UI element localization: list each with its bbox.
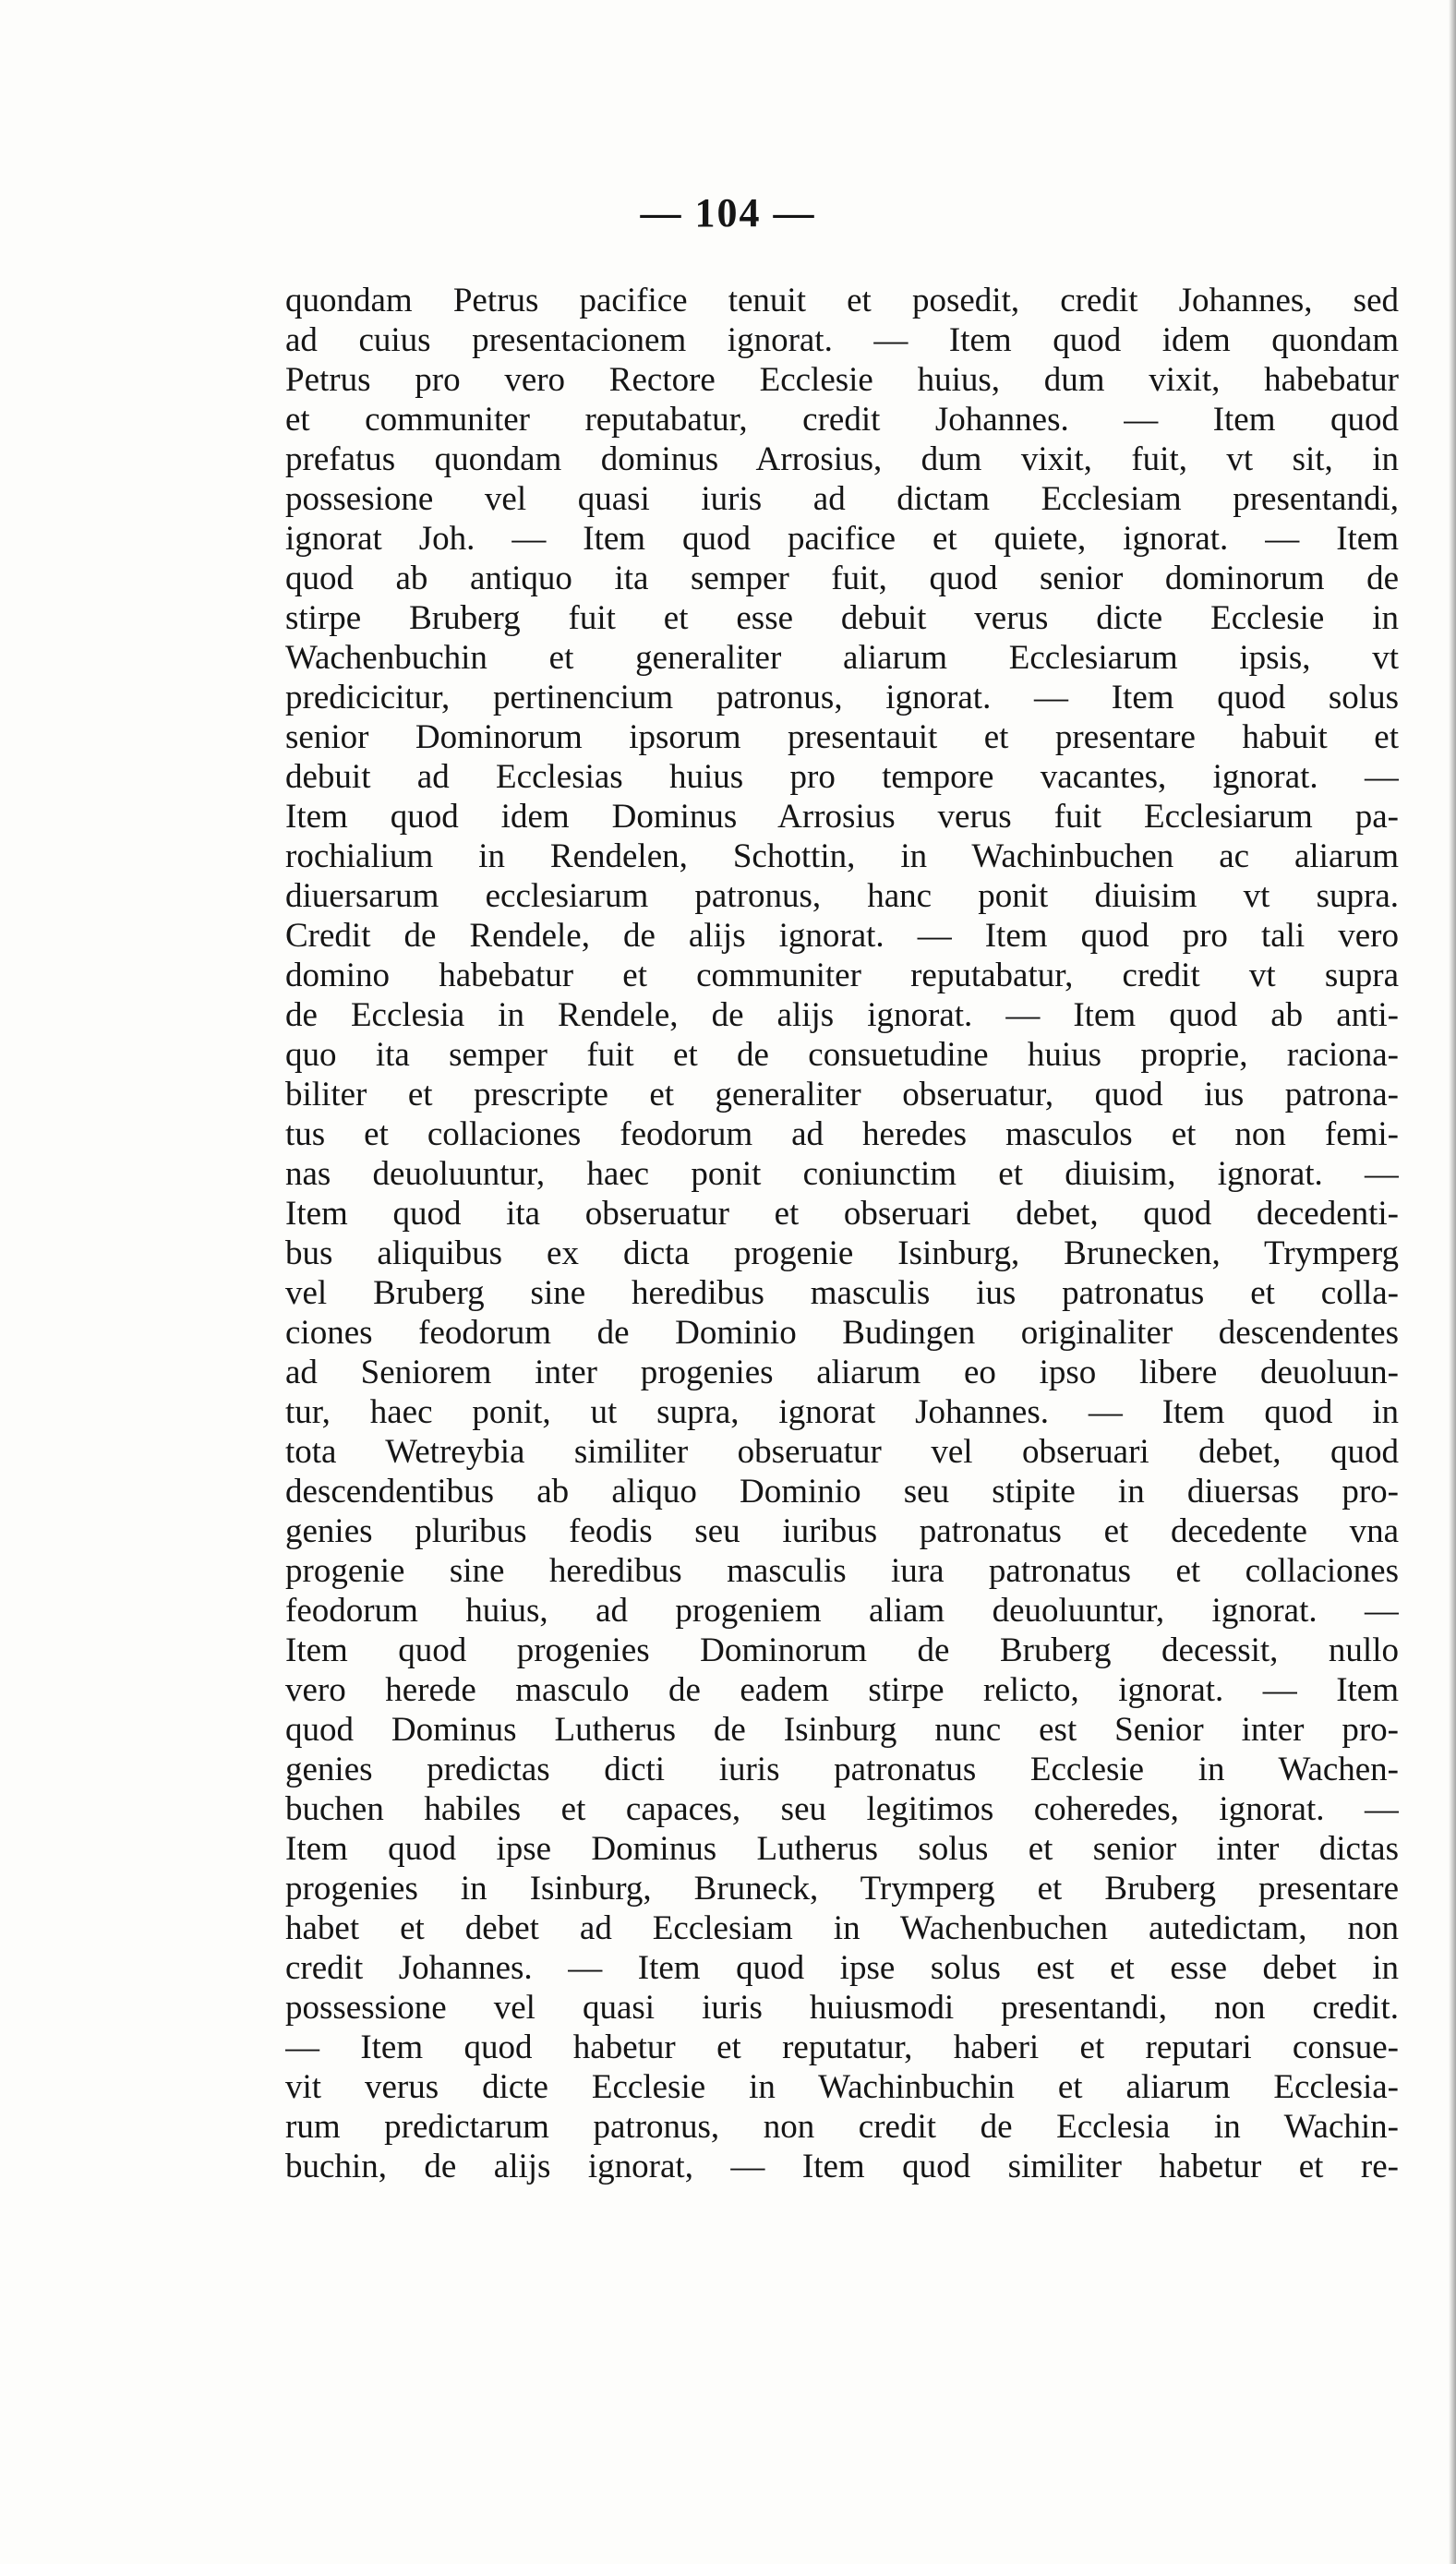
text-line: Credit de Rendele, de alijs ignorat. — Item quod pro tali vero (285, 917, 1399, 955)
text-line: tur, haec ponit, ut supra, ignorat Johannes. — Item quod in (285, 1393, 1399, 1431)
text-line: prefatus quondam dominus Arrosius, dum vixit, fuit, vt sit, in (285, 440, 1399, 478)
text-line: possessione vel quasi iuris huiusmodi presentandi, non credit. (285, 1989, 1399, 2027)
page-number: — 104 — (640, 190, 816, 235)
text-line: habet et debet ad Ecclesiam in Wachenbuchen autedictam, non (285, 1909, 1399, 1947)
text-line: et communiter reputabatur, credit Johannes. — Item quod (285, 401, 1399, 439)
text-line: tota Wetreybia similiter obseruatur vel obseruari debet, quod (285, 1433, 1399, 1471)
text-line: Petrus pro vero Rectore Ecclesie huius, dum vixit, habebatur (285, 361, 1399, 399)
text-line: vit verus dicte Ecclesie in Wachinbuchin et aliarum Ecclesia- (285, 2068, 1399, 2106)
text-line: nas deuoluuntur, haec ponit coniunctim et diuisim, ignorat. — (285, 1155, 1399, 1193)
text-line: quod Dominus Lutherus de Isinburg nunc est Senior inter pro- (285, 1711, 1399, 1749)
text-line: progenie sine heredibus masculis iura patronatus et collaciones (285, 1552, 1399, 1590)
text-line: vel Bruberg sine heredibus masculis ius patronatus et colla- (285, 1274, 1399, 1312)
text-line: predicicitur, pertinencium patronus, ignorat. — Item quod solus (285, 679, 1399, 716)
text-line: ciones feodorum de Dominio Budingen originaliter descendentes (285, 1314, 1399, 1352)
text-line: genies pluribus feodis seu iuribus patronatus et decedente vna (285, 1512, 1399, 1550)
text-line: Item quod ita obseruatur et obseruari debet, quod decedenti- (285, 1195, 1399, 1233)
text-line: Item quod ipse Dominus Lutherus solus et senior inter dictas (285, 1830, 1399, 1868)
text-line: ad cuius presentacionem ignorat. — Item quod idem quondam (285, 321, 1399, 359)
text-line: feodorum huius, ad progeniem aliam deuoluuntur, ignorat. — (285, 1592, 1399, 1630)
text-line: Item quod idem Dominus Arrosius verus fuit Ecclesiarum pa- (285, 798, 1399, 836)
text-line: rochialium in Rendelen, Schottin, in Wachinbuchen ac aliarum (285, 837, 1399, 875)
text-line: quo ita semper fuit et de consuetudine huius proprie, raciona- (285, 1036, 1399, 1074)
text-line: diuersarum ecclesiarum patronus, hanc ponit diuisim vt supra. (285, 877, 1399, 915)
text-line: possesione vel quasi iuris ad dictam Ecclesiam presentandi, (285, 480, 1399, 518)
text-line: Wachenbuchin et generaliter aliarum Ecclesiarum ipsis, vt (285, 639, 1399, 677)
text-line: buchen habiles et capaces, seu legitimos coheredes, ignorat. — (285, 1790, 1399, 1828)
text-line: domino habebatur et communiter reputabatur, credit vt supra (285, 957, 1399, 994)
text-line: ad Seniorem inter progenies aliarum eo ipso libere deuoluun- (285, 1354, 1399, 1391)
text-line: buchin, de alijs ignorat, — Item quod similiter habetur et re- (285, 2148, 1399, 2185)
text-line: descendentibus ab aliquo Dominio seu stipite in diuersas pro- (285, 1473, 1399, 1511)
text-line: — Item quod habetur et reputatur, haberi et reputari consue- (285, 2028, 1399, 2066)
text-line: genies predictas dicti iuris patronatus Ecclesie in Wachen- (285, 1751, 1399, 1788)
page-edge-shadow (1449, 0, 1456, 2564)
text-line: credit Johannes. — Item quod ipse solus est et esse debet in (285, 1949, 1399, 1987)
text-line: quod ab antiquo ita semper fuit, quod senior dominorum de (285, 560, 1399, 597)
text-line: bus aliquibus ex dicta progenie Isinburg, Brunecken, Trymperg (285, 1234, 1399, 1272)
body-text (285, 281, 1399, 2186)
text-line: stirpe Bruberg fuit et esse debuit verus dicte Ecclesie in (285, 599, 1399, 637)
text-line: rum predictarum patronus, non credit de Ecclesia in Wachin- (285, 2108, 1399, 2146)
text-line: de Ecclesia in Rendele, de alijs ignorat. — Item quod ab anti- (285, 996, 1399, 1034)
text-line: Item quod progenies Dominorum de Bruberg decessit, nullo (285, 1631, 1399, 1669)
text-line: ignorat Joh. — Item quod pacifice et quiete, ignorat. — Item (285, 520, 1399, 558)
text-line: tus et collaciones feodorum ad heredes masculos et non femi- (285, 1115, 1399, 1153)
text-line: senior Dominorum ipsorum presentauit et presentare habuit et (285, 718, 1399, 756)
text-line: quondam Petrus pacifice tenuit et posedit, credit Johannes, sed (285, 282, 1399, 319)
text-line: vero herede masculo de eadem stirpe relicto, ignorat. — Item (285, 1671, 1399, 1709)
text-line: biliter et prescripte et generaliter obseruatur, quod ius patrona- (285, 1076, 1399, 1113)
text-line: debuit ad Ecclesias huius pro tempore vacantes, ignorat. — (285, 758, 1399, 796)
text-line: progenies in Isinburg, Bruneck, Trymperg et Bruberg presentare (285, 1870, 1399, 1908)
